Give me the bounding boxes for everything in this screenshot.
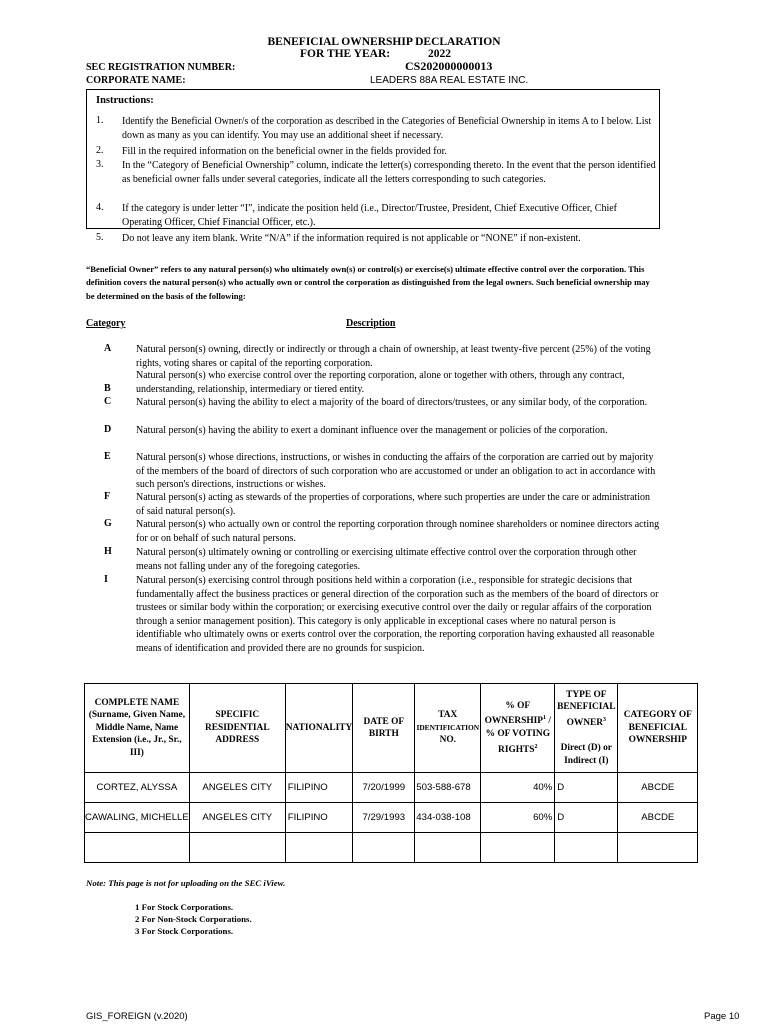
instruction-text: In the “Category of Beneficial Ownership” column, indicate the letter(s) corresponding thereto. In the event that the person identified as beneficial owner falls under several categories, indicate all the letters corresponding to such categories. [122,160,656,185]
instruction-text: Fill in the required information on the beneficial owner in the fields provided for. [122,146,447,157]
page-number: Page 10 [704,1011,740,1022]
cell-dob: 7/20/1999 [353,773,415,803]
instruction-number: 4. [96,202,104,213]
category-letter: B [104,383,111,394]
category-letter: C [104,396,112,407]
description-heading: Description [346,318,396,329]
cell-owner-type: D [555,803,618,833]
instruction-number: 3. [96,159,104,170]
cell-dob: 7/29/1993 [353,803,415,833]
year-value: 2022 [428,48,451,60]
category-description: Natural person(s) owning, directly or indirectly or through a chain of ownership, at least twenty-five percent (25%) of the voting rights, voting shares or capital of the reporting corporation. [136,344,651,369]
table-row-empty [85,833,698,863]
instruction-text: Do not leave any item blank. Write “N/A” if the information required is not applicable or “NONE” if non-existent. [122,233,581,244]
footnote: 2 For Non-Stock Corporations. [135,914,252,924]
beneficial-owner-definition: “Beneficial Owner” refers to any natural person(s) who ultimately own(s) or control(s) or exercise(s) ultimate effective control over the corporation. This definition covers the natural person(s) who actually own or control the corporation as distinguished from the legal owners. Such beneficial ownership may be determined on the basis of the following: [86,264,650,301]
empty-cell [353,833,415,863]
column-header-owner-type: TYPE OF BENEFICIAL OWNER$^3$ Direct (D) or Indirect (I) [555,684,618,773]
column-header-tin: TAX IDENTIFICATION NO. [415,684,481,773]
document-title: BENEFICIAL OWNERSHIP DECLARATION [267,36,501,48]
column-header-category: CATEGORY OF BENEFICIAL OWNERSHIP [618,684,698,773]
category-letter: E [104,451,111,462]
column-header-name: COMPLETE NAME (Surname, Given Name, Middle Name, Name Extension (i.e., Jr., Sr., III) [85,684,190,773]
category-description: Natural person(s) who exercise control over the reporting corporation, alone or together with others, through any contract, understanding, relationship, intermediary or tiered entity. [136,370,625,395]
footnote: 1 For Stock Corporations. [135,902,234,912]
table-header-row [85,684,698,773]
category-description: Natural person(s) exercising control through positions held within a corporation (i.e., responsible for strategic decisions that fundamentally affect the business practices or general direction of the corporation such as the members of the board of directors or trustees or similar body within the corporation; or exercising executive control over the daily or regular affairs of the corporation through a senior management position). This category is only applicable in exceptional cases where no natural person is identifiable who ultimately owns or exerts control over the corporation, the reporting corporation having exhausted all reasonable means of identification and provided there are no grounds for suspicion. [136,575,659,654]
category-letter: I [104,574,108,585]
category-letter: F [104,491,111,502]
empty-cell [618,833,698,863]
category-description: Natural person(s) having the ability to elect a majority of the board of directors/trustees, or any similar body, of the corporation. [136,397,648,408]
table-row [85,773,698,803]
category-description: Natural person(s) having the ability to exert a dominant influence over the management or policies of the corporation. [136,425,608,436]
cell-nationality: FILIPINO [285,773,353,803]
column-header-nationality: NATIONALITY [285,684,353,773]
cell-owner-type: D [555,773,618,803]
category-letter: H [104,546,112,557]
cell-tin: 434-038-108 [415,803,481,833]
cell-name: CAWALING, MICHELLE [85,803,190,833]
cell-nationality: FILIPINO [285,803,353,833]
category-description: Natural person(s) whose directions, instructions, or wishes in conducting the affairs of the corporation are carried out by majority of the members of the board of directors of such corporation who are accustomed or under an obligation to act in accordance with such person's directions, instructions or wishes. [136,452,656,490]
cell-name: CORTEZ, ALYSSA [85,773,190,803]
table-row [85,803,698,833]
column-header-address: SPECIFIC RESIDENTIAL ADDRESS [189,684,285,773]
beneficial-owners-table [84,683,698,863]
category-letter: A [104,343,112,354]
empty-cell [285,833,353,863]
instruction-number: 5. [96,232,104,243]
cell-ownership: 60% [481,803,555,833]
instruction-number: 2. [96,145,104,156]
category-description: Natural person(s) who actually own or control the reporting corporation through nominee shareholders or nominee directors acting for or on behalf of such natural persons. [136,519,660,544]
instructions-title: Instructions: [96,95,154,106]
category-description: Natural person(s) ultimately owning or controlling or exercising ultimate effective control over the corporation through other means not falling under any of the foregoing categories. [136,547,637,572]
sec-registration-value: CS202000000013 [405,59,493,73]
empty-cell [481,833,555,863]
empty-cell [415,833,481,863]
category-description: Natural person(s) acting as stewards of the properties of corporations, where such properties are under the care or administration of said natural person(s). [136,492,650,517]
corporate-name-value: LEADERS 88A REAL ESTATE INC. [370,75,529,86]
cell-category: ABCDE [618,803,698,833]
empty-cell [555,833,618,863]
column-header-dob: DATE OF BIRTH [353,684,415,773]
cell-category: ABCDE [618,773,698,803]
cell-address: ANGELES CITY [189,803,285,833]
cell-ownership: 40% [481,773,555,803]
category-heading: Category [86,318,126,329]
instruction-text: If the category is under letter “I”, indicate the position held (i.e., Director/Trustee, President, Chief Executive Officer, Chief Operating Officer, Chief Financial Officer, etc.). [122,203,617,228]
empty-cell [85,833,190,863]
column-header-ownership: % OF OWNERSHIP$^1$ / % OF VOTING RIGHTS$^2$ [481,684,555,773]
cell-tin: 503-588-678 [415,773,481,803]
cell-address: ANGELES CITY [189,773,285,803]
empty-cell [189,833,285,863]
sec-registration-label: SEC REGISTRATION NUMBER: [86,62,236,73]
form-version: GIS_FOREIGN (v.2020) [86,1011,188,1022]
category-letter: G [104,518,112,529]
year-label: FOR THE YEAR: [300,48,391,60]
upload-note: Note: This page is not for uploading on the SEC iView. [86,878,286,888]
corporate-name-label: CORPORATE NAME: [86,75,186,86]
category-letter: D [104,424,112,435]
instruction-number: 1. [96,115,104,126]
instruction-text: Identify the Beneficial Owner/s of the corporation as described in the Categories of Beneficial Ownership in items A to I below. List down as many as you can identify. You may use an additional sheet if necessary. [122,116,652,141]
footnote: 3 For Stock Corporations. [135,926,234,936]
